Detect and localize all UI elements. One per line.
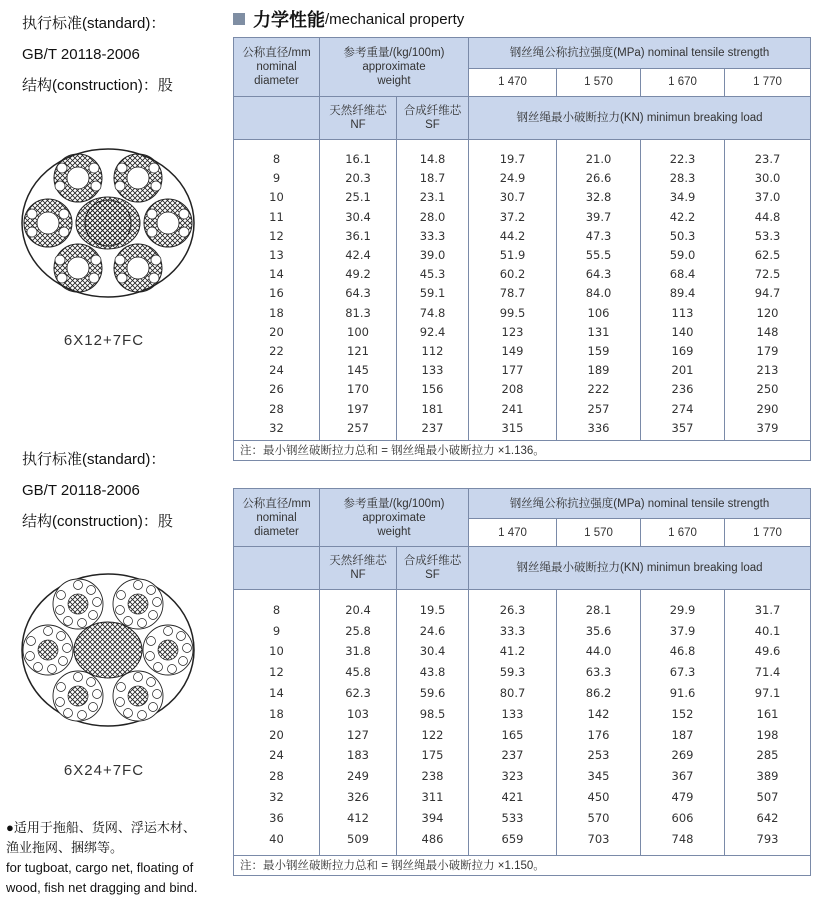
sf-header: 合成纤维芯 SF — [397, 547, 469, 590]
table-row — [234, 724, 811, 745]
table-cell: 62.5 — [725, 245, 811, 264]
table-row — [234, 703, 811, 724]
breaking-load-header: 钢丝绳最小破断拉力(KN) minimun breaking load — [469, 547, 811, 590]
table-cell: 16.1 — [320, 150, 397, 169]
table-cell: 92.4 — [397, 322, 469, 341]
rope-cross-section-6x24-image — [20, 572, 196, 728]
table-cell: 59.3 — [469, 662, 557, 683]
table-cell: 44.8 — [725, 207, 811, 226]
table-cell: 8 — [234, 150, 320, 169]
table-cell: 32 — [234, 787, 320, 808]
table-row — [234, 303, 811, 322]
table-cell: 311 — [397, 787, 469, 808]
table-cell: 46.8 — [641, 641, 725, 662]
table-cell: 32.8 — [557, 188, 641, 207]
table-cell: 19.5 — [397, 600, 469, 621]
table-cell: 25.1 — [320, 188, 397, 207]
table-cell: 250 — [725, 380, 811, 399]
grade-header: 1 670 — [641, 519, 725, 547]
table-cell: 176 — [557, 724, 641, 745]
table-cell: 40.1 — [725, 620, 811, 641]
table-row — [234, 150, 811, 169]
table-cell: 32 — [234, 418, 320, 437]
table-cell: 98.5 — [397, 703, 469, 724]
table-cell: 28.3 — [641, 169, 725, 188]
table-cell: 39.0 — [397, 245, 469, 264]
usage-line: ●适用于拖船、货网、浮运木材、 — [6, 820, 196, 835]
table-cell: 236 — [641, 380, 725, 399]
table-cell: 94.7 — [725, 284, 811, 303]
table-cell: 99.5 — [469, 303, 557, 322]
table-cell: 28 — [234, 399, 320, 418]
sf-header: 合成纤维芯 SF — [397, 97, 469, 140]
standard-value: GB/T 20118-2006 — [22, 482, 140, 499]
table-cell: 21.0 — [557, 150, 641, 169]
table-cell: 20.3 — [320, 169, 397, 188]
table-cell: 121 — [320, 341, 397, 360]
table-cell: 42.2 — [641, 207, 725, 226]
table-cell: 9 — [234, 169, 320, 188]
table-cell: 100 — [320, 322, 397, 341]
table-cell: 421 — [469, 787, 557, 808]
table-cell: 59.1 — [397, 284, 469, 303]
table-cell: 64.3 — [320, 284, 397, 303]
standard-value: GB/T 20118-2006 — [22, 46, 140, 63]
table-cell: 208 — [469, 380, 557, 399]
table-cell: 49.2 — [320, 265, 397, 284]
table-row — [234, 399, 811, 418]
table-cell: 237 — [397, 418, 469, 437]
table-cell: 42.4 — [320, 245, 397, 264]
table-cell: 103 — [320, 703, 397, 724]
mechanical-property-table-6x12 — [233, 37, 811, 461]
grade-header: 1 470 — [469, 68, 557, 96]
table-row — [234, 745, 811, 766]
table-cell: 285 — [725, 745, 811, 766]
table-cell: 97.1 — [725, 683, 811, 704]
table-cell: 793 — [725, 828, 811, 849]
spacer-cell — [557, 590, 641, 600]
table-cell: 222 — [557, 380, 641, 399]
table-cell: 213 — [725, 361, 811, 380]
table-cell: 37.0 — [725, 188, 811, 207]
table-cell: 37.2 — [469, 207, 557, 226]
table-row — [234, 641, 811, 662]
table-cell: 39.7 — [557, 207, 641, 226]
spacer-cell — [320, 590, 397, 600]
table-cell: 127 — [320, 724, 397, 745]
weight-header: 参考重量/(kg/100m) approximate weight — [320, 489, 469, 547]
table-cell: 80.7 — [469, 683, 557, 704]
table-cell: 81.3 — [320, 303, 397, 322]
table-cell: 30.7 — [469, 188, 557, 207]
bottom-spec-info — [22, 444, 222, 537]
table-cell: 68.4 — [641, 265, 725, 284]
table-cell: 249 — [320, 766, 397, 787]
spacer-cell — [725, 590, 811, 600]
diameter-header-continued — [234, 97, 320, 140]
table-cell: 13 — [234, 245, 320, 264]
standard-label: 执行标准(standard)： — [22, 15, 166, 32]
grade-header: 1 570 — [557, 68, 641, 96]
table-cell: 323 — [469, 766, 557, 787]
table-cell: 86.2 — [557, 683, 641, 704]
table-row — [234, 226, 811, 245]
table-note: 注：最小钢丝破断拉力总和 = 钢丝绳最小破断拉力 ×1.136。 — [234, 440, 811, 460]
usage-line: for tugboat, cargo net, floating of — [6, 860, 194, 875]
table-cell: 33.3 — [469, 620, 557, 641]
table-cell: 30.4 — [397, 641, 469, 662]
table-cell: 14.8 — [397, 150, 469, 169]
table-row — [234, 361, 811, 380]
grade-header: 1 670 — [641, 68, 725, 96]
table-cell: 72.5 — [725, 265, 811, 284]
table-cell: 22.3 — [641, 150, 725, 169]
table-cell: 20 — [234, 322, 320, 341]
construction-label: 结构(construction)：股 — [22, 513, 173, 530]
table-cell: 26.6 — [557, 169, 641, 188]
table-cell: 748 — [641, 828, 725, 849]
table-cell: 40 — [234, 828, 320, 849]
table-cell: 41.2 — [469, 641, 557, 662]
mechanical-property-table-6x24 — [233, 488, 811, 876]
table-cell: 28 — [234, 766, 320, 787]
table-cell: 53.3 — [725, 226, 811, 245]
construction-label: 结构(construction)：股 — [22, 77, 173, 94]
table-cell: 106 — [557, 303, 641, 322]
table-cell: 112 — [397, 341, 469, 360]
table-cell: 152 — [641, 703, 725, 724]
table-cell: 148 — [725, 322, 811, 341]
table-cell: 24 — [234, 361, 320, 380]
table-cell: 177 — [469, 361, 557, 380]
table-row — [234, 265, 811, 284]
table-cell: 14 — [234, 683, 320, 704]
table-cell: 26.3 — [469, 600, 557, 621]
rope-cross-section-6x12-image — [20, 148, 196, 298]
table-cell: 345 — [557, 766, 641, 787]
table-cell: 18 — [234, 703, 320, 724]
table-row — [234, 683, 811, 704]
breaking-load-header: 钢丝绳最小破断拉力(KN) minimun breaking load — [469, 97, 811, 140]
table-cell: 31.7 — [725, 600, 811, 621]
grade-header: 1 770 — [725, 519, 811, 547]
table-cell: 67.3 — [641, 662, 725, 683]
table-row — [234, 188, 811, 207]
table-cell: 50.3 — [641, 226, 725, 245]
table-cell: 123 — [469, 322, 557, 341]
table-row — [234, 380, 811, 399]
table-cell: 165 — [469, 724, 557, 745]
weight-header: 参考重量/(kg/100m) approximate weight — [320, 38, 469, 97]
table-cell: 197 — [320, 399, 397, 418]
table-cell: 149 — [469, 341, 557, 360]
table-row — [234, 807, 811, 828]
table-cell: 44.2 — [469, 226, 557, 245]
spacer-cell — [320, 140, 397, 150]
table-cell: 18 — [234, 303, 320, 322]
table-cell: 533 — [469, 807, 557, 828]
table-cell: 253 — [557, 745, 641, 766]
table-cell: 25.8 — [320, 620, 397, 641]
table-cell: 131 — [557, 322, 641, 341]
table-cell: 133 — [469, 703, 557, 724]
table-cell: 20.4 — [320, 600, 397, 621]
table-cell: 181 — [397, 399, 469, 418]
diameter-header: 公称直径/mm nominal diameter — [234, 38, 320, 97]
table-cell: 175 — [397, 745, 469, 766]
top-spec-info — [22, 8, 222, 101]
usage-line: wood, fish net dragging and bind. — [6, 880, 198, 895]
table-cell: 74.8 — [397, 303, 469, 322]
table-cell: 64.3 — [557, 265, 641, 284]
table-cell: 33.3 — [397, 226, 469, 245]
table-cell: 12 — [234, 226, 320, 245]
spacer-cell — [557, 140, 641, 150]
table-cell: 19.7 — [469, 150, 557, 169]
table-cell: 10 — [234, 641, 320, 662]
table-cell: 84.0 — [557, 284, 641, 303]
table-cell: 389 — [725, 766, 811, 787]
table-cell: 36 — [234, 807, 320, 828]
section-title-cn: 力学性能 — [253, 10, 325, 30]
table-cell: 189 — [557, 361, 641, 380]
nf-header: 天然纤维芯 NF — [320, 97, 397, 140]
nf-header: 天然纤维芯 NF — [320, 547, 397, 590]
table-cell: 91.6 — [641, 683, 725, 704]
table-cell: 570 — [557, 807, 641, 828]
table-row — [234, 207, 811, 226]
table-row — [234, 341, 811, 360]
table-cell: 642 — [725, 807, 811, 828]
square-bullet-icon — [233, 13, 245, 25]
table-cell: 183 — [320, 745, 397, 766]
table-row — [234, 766, 811, 787]
table-row — [234, 600, 811, 621]
table-cell: 315 — [469, 418, 557, 437]
table-cell: 237 — [469, 745, 557, 766]
spacer-cell — [397, 590, 469, 600]
table-cell: 23.1 — [397, 188, 469, 207]
tensile-strength-header: 钢丝绳公称抗拉强度(MPa) nominal tensile strength — [469, 489, 811, 519]
table-cell: 703 — [557, 828, 641, 849]
spacer-cell — [234, 140, 320, 150]
table-cell: 201 — [641, 361, 725, 380]
table-cell: 16 — [234, 284, 320, 303]
table-cell: 62.3 — [320, 683, 397, 704]
table-cell: 133 — [397, 361, 469, 380]
table-cell: 379 — [725, 418, 811, 437]
table-cell: 59.6 — [397, 683, 469, 704]
table-cell: 10 — [234, 188, 320, 207]
table-cell: 238 — [397, 766, 469, 787]
section-title — [233, 6, 464, 32]
table-cell: 326 — [320, 787, 397, 808]
table-row — [234, 787, 811, 808]
diameter-header: 公称直径/mm nominal diameter — [234, 489, 320, 547]
table-cell: 159 — [557, 341, 641, 360]
table-row — [234, 245, 811, 264]
rope-name-6x12: 6X12+7FC — [63, 332, 145, 349]
table-cell: 22 — [234, 341, 320, 360]
table-cell: 170 — [320, 380, 397, 399]
table-cell: 187 — [641, 724, 725, 745]
table-row — [234, 284, 811, 303]
table-cell: 394 — [397, 807, 469, 828]
spacer-cell — [641, 140, 725, 150]
table-cell: 479 — [641, 787, 725, 808]
tensile-strength-header: 钢丝绳公称抗拉强度(MPa) nominal tensile strength — [469, 38, 811, 69]
table-cell: 509 — [320, 828, 397, 849]
spacer-cell — [397, 140, 469, 150]
table-cell: 20 — [234, 724, 320, 745]
rope-name-6x24: 6X24+7FC — [63, 762, 145, 779]
table-cell: 486 — [397, 828, 469, 849]
table-cell: 8 — [234, 600, 320, 621]
grade-header: 1 570 — [557, 519, 641, 547]
grade-header: 1 470 — [469, 519, 557, 547]
table-cell: 179 — [725, 341, 811, 360]
spacer-cell — [234, 590, 320, 600]
table-cell: 269 — [641, 745, 725, 766]
table-cell: 49.6 — [725, 641, 811, 662]
table-cell: 156 — [397, 380, 469, 399]
table-row — [234, 620, 811, 641]
table-cell: 9 — [234, 620, 320, 641]
table-cell: 18.7 — [397, 169, 469, 188]
spacer-cell — [641, 590, 725, 600]
table-cell: 367 — [641, 766, 725, 787]
grade-header: 1 770 — [725, 68, 811, 96]
table-cell: 140 — [641, 322, 725, 341]
table-cell: 60.2 — [469, 265, 557, 284]
table-cell: 11 — [234, 207, 320, 226]
table-cell: 37.9 — [641, 620, 725, 641]
table-cell: 290 — [725, 399, 811, 418]
table-cell: 24.6 — [397, 620, 469, 641]
section-title-en: /mechanical property — [325, 10, 465, 28]
diameter-header-continued — [234, 547, 320, 590]
table-cell: 12 — [234, 662, 320, 683]
table-cell: 29.9 — [641, 600, 725, 621]
table-cell: 24.9 — [469, 169, 557, 188]
spacer-cell — [469, 140, 557, 150]
standard-label: 执行标准(standard)： — [22, 451, 166, 468]
table-row — [234, 322, 811, 341]
table-cell: 412 — [320, 807, 397, 828]
table-cell: 257 — [557, 399, 641, 418]
table-cell: 28.1 — [557, 600, 641, 621]
table-cell: 659 — [469, 828, 557, 849]
table-note: 注：最小钢丝破断拉力总和 = 钢丝绳最小破断拉力 ×1.150。 — [234, 855, 811, 875]
table-row — [234, 418, 811, 437]
table-cell: 55.5 — [557, 245, 641, 264]
table-cell: 450 — [557, 787, 641, 808]
table-cell: 59.0 — [641, 245, 725, 264]
table-cell: 606 — [641, 807, 725, 828]
table-cell: 35.6 — [557, 620, 641, 641]
table-cell: 45.8 — [320, 662, 397, 683]
table-cell: 78.7 — [469, 284, 557, 303]
table-cell: 336 — [557, 418, 641, 437]
table-cell: 120 — [725, 303, 811, 322]
table-cell: 257 — [320, 418, 397, 437]
spacer-cell — [469, 590, 557, 600]
table-cell: 357 — [641, 418, 725, 437]
spacer-cell — [725, 140, 811, 150]
table-cell: 113 — [641, 303, 725, 322]
table-cell: 30.0 — [725, 169, 811, 188]
table-cell: 36.1 — [320, 226, 397, 245]
table-cell: 23.7 — [725, 150, 811, 169]
table-cell: 44.0 — [557, 641, 641, 662]
table-cell: 161 — [725, 703, 811, 724]
table-cell: 274 — [641, 399, 725, 418]
usage-line: 渔业拖网、捆绑等。 — [6, 840, 124, 855]
table-cell: 24 — [234, 745, 320, 766]
table-cell: 51.9 — [469, 245, 557, 264]
table-row — [234, 662, 811, 683]
table-row — [234, 169, 811, 188]
table-cell: 63.3 — [557, 662, 641, 683]
table-cell: 142 — [557, 703, 641, 724]
table-cell: 30.4 — [320, 207, 397, 226]
table-cell: 145 — [320, 361, 397, 380]
table-cell: 45.3 — [397, 265, 469, 284]
table-cell: 507 — [725, 787, 811, 808]
table-cell: 89.4 — [641, 284, 725, 303]
table-cell: 198 — [725, 724, 811, 745]
table-cell: 122 — [397, 724, 469, 745]
table-cell: 169 — [641, 341, 725, 360]
table-row — [234, 828, 811, 849]
table-cell: 47.3 — [557, 226, 641, 245]
table-cell: 14 — [234, 265, 320, 284]
table-cell: 43.8 — [397, 662, 469, 683]
table-cell: 26 — [234, 380, 320, 399]
table-cell: 31.8 — [320, 641, 397, 662]
table-cell: 241 — [469, 399, 557, 418]
table-cell: 71.4 — [725, 662, 811, 683]
usage-description — [6, 818, 228, 898]
table-cell: 34.9 — [641, 188, 725, 207]
table-cell: 28.0 — [397, 207, 469, 226]
